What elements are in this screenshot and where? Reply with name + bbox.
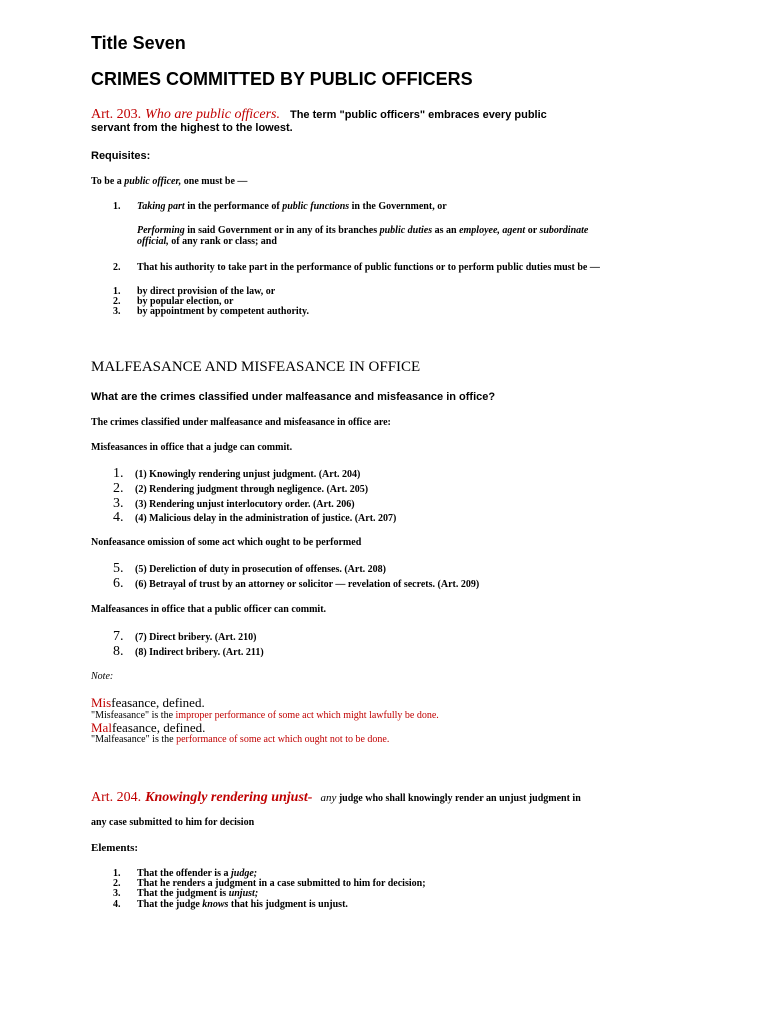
note-label: Note:	[91, 671, 114, 682]
element-item	[113, 899, 348, 910]
item-text: (1) Knowingly rendering unjust judgment. (Art. 204)	[135, 469, 361, 480]
judge-item	[113, 466, 360, 482]
item-number: 3.	[113, 306, 121, 317]
definition-body: performance of some act which ought not to be done.	[176, 734, 390, 745]
elements-heading: Elements:	[91, 842, 139, 854]
item-number: 2.	[113, 878, 121, 889]
item-emphasis: Taking part	[137, 201, 185, 212]
item-text: in the Government, or	[349, 201, 447, 212]
mis-rest: feasance, defined.	[111, 695, 205, 710]
item-text: That he renders a judgment in a case submitted to him for decision;	[137, 878, 426, 889]
art-203-text-2: servant from the highest to the lowest.	[91, 122, 293, 134]
intro-text-end: one must be —	[181, 176, 248, 187]
judge-item	[113, 510, 396, 526]
art-203-text-1: The term "public officers" embraces every public	[289, 109, 547, 121]
element-item	[113, 888, 258, 899]
item-emphasis: knows	[202, 899, 229, 910]
text: in said Government or in any of its branches	[184, 225, 380, 236]
requisite-item-1	[113, 201, 447, 212]
item-text: (8) Indirect bribery. (Art. 211)	[135, 647, 264, 658]
title-seven: Title Seven	[91, 33, 186, 53]
item-text: That the offender is a	[137, 868, 231, 879]
performing-line-2	[137, 236, 277, 247]
item-number: 3.	[113, 496, 124, 511]
officer-item	[113, 629, 256, 645]
art-204-any: any	[320, 792, 337, 804]
art-204-text-1: judge who shall knowingly render an unjust judgment in	[336, 793, 581, 804]
performing-line-1	[137, 225, 588, 236]
item-text: (5) Dereliction of duty in prosecution of offenses. (Art. 208)	[135, 564, 386, 575]
item-emphasis: unjust;	[228, 888, 259, 899]
nonfeasance-item	[113, 561, 386, 577]
item-number: 3.	[113, 888, 121, 899]
item-emphasis: public functions	[282, 201, 350, 212]
mal-prefix: Mal	[91, 720, 112, 735]
item-number: 4.	[113, 899, 121, 910]
art-203-heading: Who are public officers.	[145, 107, 280, 122]
item-number: 8.	[113, 644, 124, 659]
item-text: (7) Direct bribery. (Art. 210)	[135, 632, 257, 643]
malfeasance-intro: The crimes classified under malfeasance and misfeasance in office are:	[91, 417, 391, 428]
item-text: in the performance of	[184, 201, 283, 212]
item-text: by popular election, or	[137, 296, 234, 307]
art-204-ref: Art. 204.	[91, 790, 142, 805]
item-number: 5.	[113, 561, 124, 576]
item-text: (6) Betrayal of trust by an attorney or solicitor — revelation of secrets. (Art. 209)	[135, 579, 480, 590]
judge-item	[113, 481, 368, 497]
requisite-item-2	[113, 262, 600, 273]
definition-body: improper performance of some act which might lawfully be done.	[175, 710, 439, 721]
item-text: That his authority to take part in the performance of public functions or to perform public duties must be —	[137, 262, 600, 273]
art-204-text-2: any case submitted to him for decision	[91, 817, 255, 828]
definition-term: "Malfeasance" is the	[91, 734, 177, 745]
page-title: CRIMES COMMITTED BY PUBLIC OFFICERS	[91, 69, 473, 89]
item-number: 6.	[113, 576, 124, 591]
officer-intro: Malfeasances in office that a public officer can commit.	[91, 604, 327, 615]
mis-prefix: Mis	[91, 695, 112, 710]
item-text: That the judgment is	[137, 888, 229, 899]
item-text: by direct provision of the law, or	[137, 286, 276, 297]
art-204-heading: Knowingly rendering unjust-	[145, 790, 313, 805]
item-number: 7.	[113, 629, 124, 644]
nonfeasance-intro: Nonfeasance omission of some act which ought to be performed	[91, 537, 362, 548]
misfeasance-defined	[91, 695, 205, 711]
intro-text: To be a	[91, 176, 125, 187]
requisites-intro	[91, 176, 247, 187]
requisites-heading: Requisites:	[91, 150, 151, 162]
item-text: that his judgment is unjust.	[228, 899, 348, 910]
sub-item	[113, 306, 309, 317]
item-number: 1.	[113, 286, 121, 297]
emphasis: employee, agent	[459, 225, 526, 236]
art-204-line	[91, 788, 581, 806]
text: as an	[432, 225, 460, 236]
text: of any rank or class; and	[168, 236, 277, 247]
item-number: 2.	[113, 481, 124, 496]
item-emphasis: judge;	[230, 868, 258, 879]
item-text: That the judge	[137, 899, 203, 910]
item-number: 1.	[113, 466, 124, 481]
nonfeasance-item	[113, 576, 479, 592]
item-number: 2.	[113, 296, 121, 307]
judge-intro: Misfeasances in office that a judge can commit.	[91, 442, 293, 453]
intro-emphasis: public officer,	[124, 176, 182, 187]
emphasis: official,	[137, 236, 169, 247]
officer-item	[113, 644, 264, 660]
art-203-line	[91, 105, 547, 123]
item-text: (4) Malicious delay in the administration of justice. (Art. 207)	[135, 513, 397, 524]
item-number: 4.	[113, 510, 124, 525]
art-203-ref: Art. 203.	[91, 107, 142, 122]
malfeasance-question: What are the crimes classified under malfeasance and misfeasance in office?	[91, 391, 496, 403]
item-text: by appointment by competent authority.	[137, 306, 309, 317]
item-number: 1.	[113, 201, 121, 212]
item-text: (2) Rendering judgment through negligence. (Art. 205)	[135, 484, 369, 495]
malfeasance-definition	[91, 734, 389, 745]
emphasis: public duties	[379, 225, 433, 236]
malfeasance-heading: MALFEASANCE AND MISFEASANCE IN OFFICE	[91, 359, 421, 375]
mal-rest: feasance, defined.	[111, 720, 206, 735]
definition-term: "Misfeasance" is the	[91, 710, 176, 721]
item-number: 1.	[113, 868, 121, 879]
text: or	[525, 225, 540, 236]
emphasis: subordinate	[539, 225, 589, 236]
item-text: (3) Rendering unjust interlocutory order. (Art. 206)	[135, 499, 355, 510]
emphasis: Performing	[137, 225, 185, 236]
item-number: 2.	[113, 262, 121, 273]
